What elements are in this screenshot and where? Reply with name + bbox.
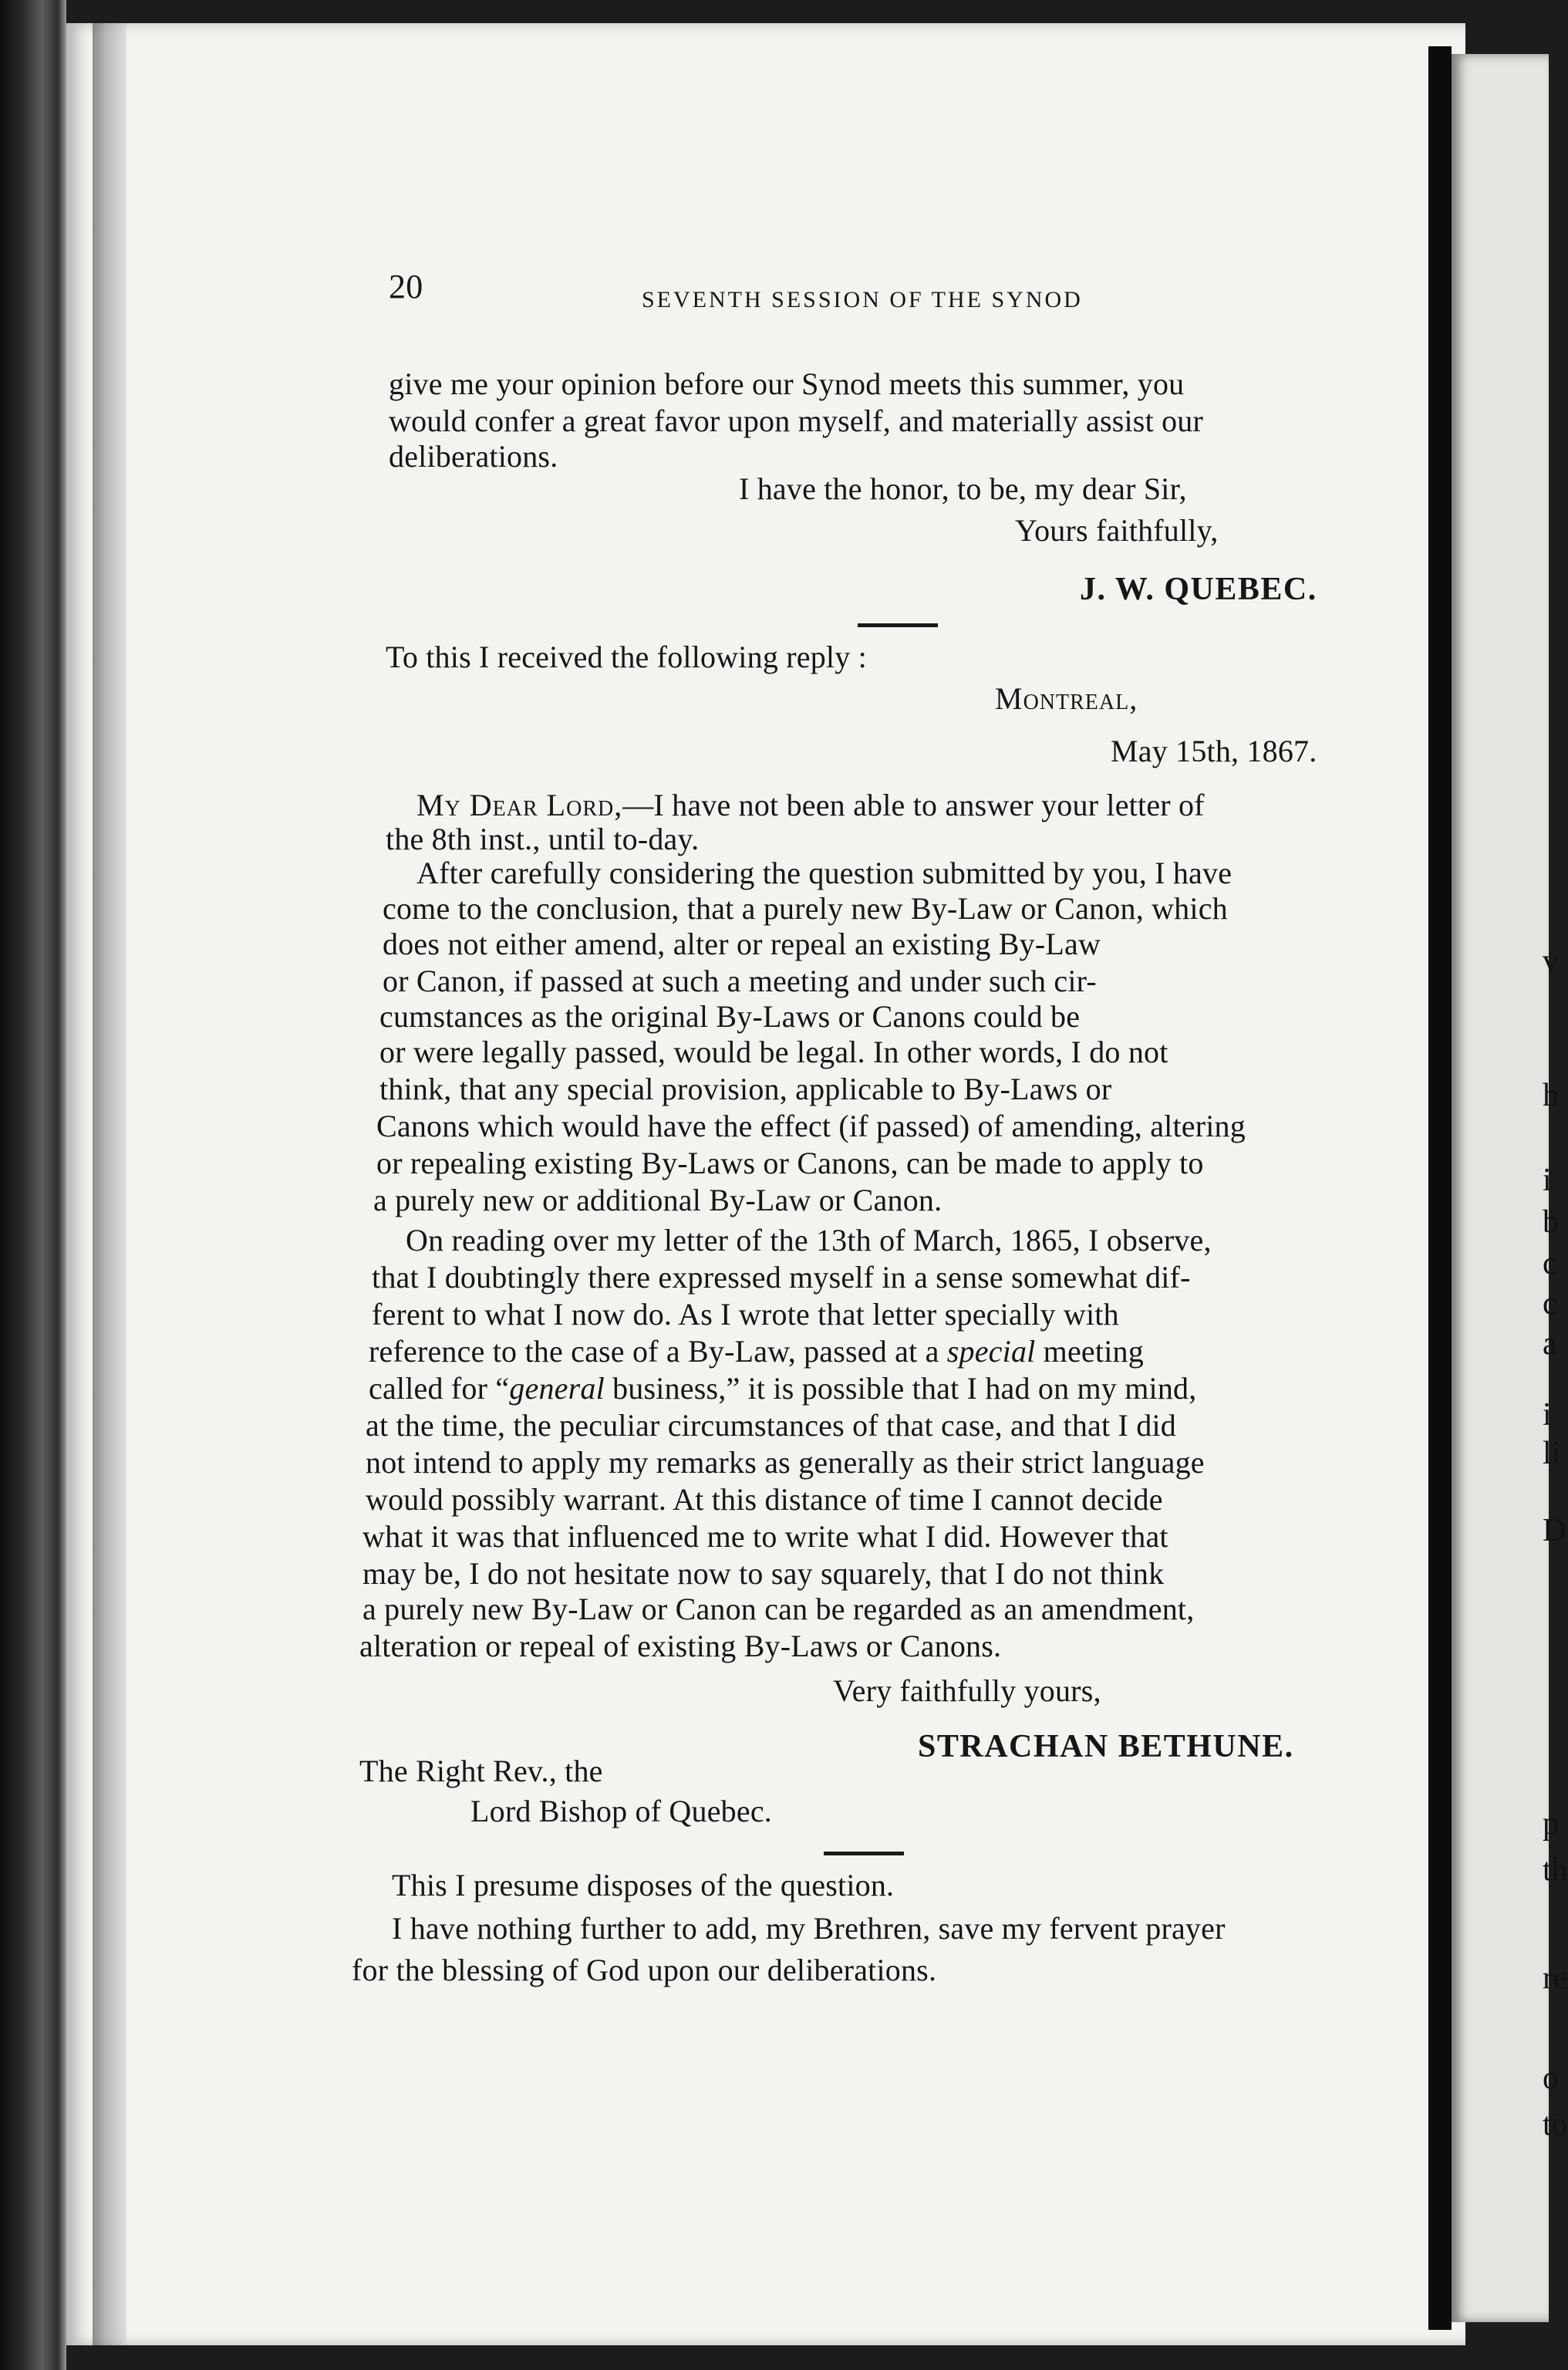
text-line: the 8th inst., until to-day. <box>386 822 700 856</box>
signature-bethune: STRACHAN BETHUNE. <box>918 1729 1294 1764</box>
text-line: ferent to what I now do. As I wrote that letter specially with <box>372 1297 1119 1332</box>
adjacent-page-fragment: a <box>1543 1326 1557 1362</box>
letter-closing: Yours faithfully, <box>1015 513 1219 548</box>
adjacent-page-fragment: o <box>1543 2061 1559 2096</box>
adjacent-page-fragment: p <box>1543 1806 1559 1842</box>
salutation-line: My Dear Lord,—I have not been able to answer your letter of <box>416 788 1205 822</box>
text-line: come to the conclusion, that a purely new By-Law or Canon, which <box>383 891 1228 926</box>
salutation: My Dear Lord, <box>416 788 623 822</box>
scan-edge <box>0 0 66 2370</box>
text-line: I have nothing further to add, my Brethren, save my fervent prayer <box>392 1911 1226 1946</box>
adjacent-page-fragment: i <box>1543 1163 1552 1198</box>
adjacent-page <box>1452 54 1568 2322</box>
book-gutter <box>1428 46 1452 2330</box>
text-line: On reading over my letter of the 13th of March, 1865, I observe, <box>406 1223 1212 1258</box>
text-line: a purely new By-Law or Canon can be regarded as an amendment, <box>362 1592 1195 1626</box>
text-line: deliberations. <box>389 439 558 474</box>
text-line: does not either amend, alter or repeal an existing By-Law <box>383 927 1101 961</box>
letter-date: May 15th, 1867. <box>1111 734 1317 768</box>
letter-closing: Very faithfully yours, <box>833 1673 1101 1708</box>
adjacent-page-fragment: re <box>1543 1960 1568 1996</box>
adjacent-page-fragment: v <box>1543 944 1559 979</box>
text-line: called for “general business,” it is possible that I had on my mind, <box>369 1371 1197 1406</box>
section-rule <box>858 623 938 627</box>
page-binding-shadow <box>93 23 126 2345</box>
text-line: may be, I do not hesitate now to say squarely, that I do not think <box>362 1556 1165 1591</box>
text-line: Canons which would have the effect (if passed) of amending, altering <box>376 1109 1246 1143</box>
text-line: or repealing existing By-Laws or Canons, can be made to apply to <box>376 1146 1204 1180</box>
running-title: SEVENTH SESSION OF THE SYNOD <box>642 287 1083 312</box>
adjacent-page-fragment: h <box>1543 1078 1559 1113</box>
adjacent-page-fragment: to <box>1543 2107 1568 2142</box>
text-line: After carefully considering the question submitted by you, I have <box>416 856 1232 890</box>
text-line: would confer a great favor upon myself, and materially assist our <box>389 403 1204 438</box>
text-line: alteration or repeal of existing By-Laws or Canons. <box>359 1629 1002 1663</box>
text-line: for the blessing of God upon our deliberations. <box>352 1953 937 1987</box>
adjacent-page-fragment: c <box>1543 1246 1557 1281</box>
adjacent-page-fragment: th <box>1543 1852 1568 1888</box>
addressee-line: The Right Rev., the <box>359 1754 603 1788</box>
adjacent-page-fragment: i <box>1543 1397 1552 1433</box>
text-line: or were legally passed, would be legal. In other words, I do not <box>379 1035 1168 1069</box>
text-line: at the time, the peculiar circumstances of that case, and that I did <box>366 1408 1176 1443</box>
page-number: 20 <box>389 268 423 306</box>
text-line: not intend to apply my remarks as generally as their strict language <box>366 1445 1205 1480</box>
text-line: cumstances as the original By-Laws or Canons could be <box>379 999 1081 1034</box>
letter-place: Montreal, <box>995 681 1138 716</box>
section-rule <box>824 1852 904 1855</box>
text-line: give me your opinion before our Synod meets this summer, you <box>389 366 1185 401</box>
text-line: This I presume disposes of the question. <box>392 1868 895 1902</box>
text-line: think, that any special provision, applicable to By-Laws or <box>379 1072 1112 1106</box>
text-line: what it was that influenced me to write what I did. However that <box>362 1519 1168 1554</box>
text-line: reference to the case of a By-Law, passed at a special meeting <box>369 1334 1144 1369</box>
text-line: would possibly warrant. At this distance of time I cannot decide <box>366 1482 1163 1517</box>
text-line: or Canon, if passed at such a meeting and under such cir- <box>383 964 1097 998</box>
text-line: that I doubtingly there expressed myself in a sense somewhat dif- <box>372 1260 1191 1295</box>
adjacent-page-fragment: D <box>1543 1513 1566 1548</box>
adjacent-page-fragment: b <box>1543 1204 1559 1240</box>
text-line: a purely new or additional By-Law or Canon. <box>373 1183 942 1217</box>
adjacent-page-fragment: c <box>1543 1286 1557 1322</box>
adjacent-page-fragment: li <box>1543 1436 1561 1471</box>
addressee-line: Lord Bishop of Quebec. <box>470 1794 772 1828</box>
letter-closing: I have the honor, to be, my dear Sir, <box>739 471 1187 506</box>
signature-quebec: J. W. QUEBEC. <box>1080 572 1317 607</box>
transition-line: To this I received the following reply : <box>386 640 867 674</box>
